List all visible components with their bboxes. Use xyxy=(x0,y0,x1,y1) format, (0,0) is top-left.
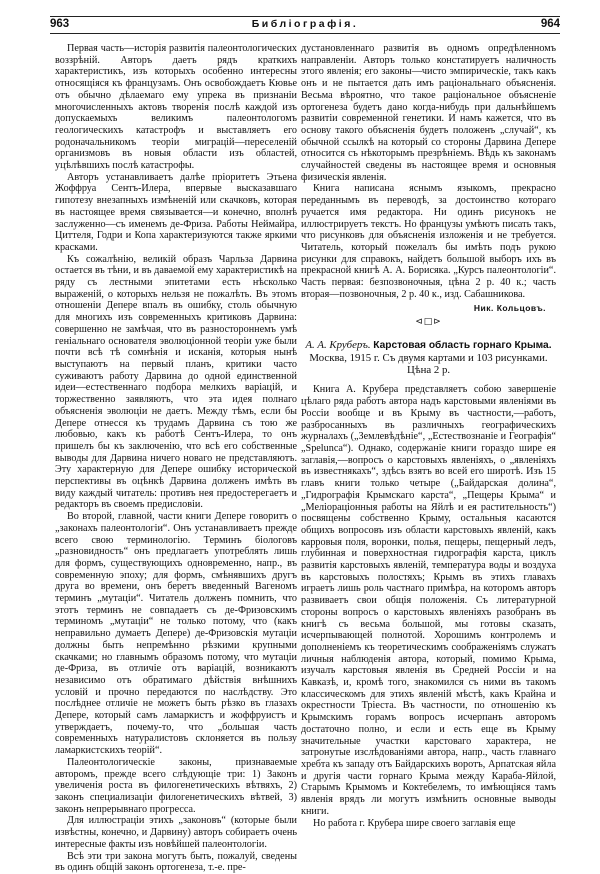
section-divider-ornament-icon: ⊲□⊳ xyxy=(415,317,442,328)
left-column xyxy=(55,43,297,874)
book-author: А. А. Круберъ. xyxy=(305,338,371,351)
paragraph: Книга написана яснымъ языкомъ, прекрасно переданнымъ въ переводѣ, за достоинство котораго ручается имя редактора. Ни одинъ рисунокъ не иллюстрируетъ текстъ. Но французы умѣютъ писать такъ, что рисунковъ для объясненія изложенія и не требуется. Читатель, который пожелалъ бы имѣть подъ рукою рисунки для справокъ, найдетъ большой выборъ ихъ въ прекрасной книгѣ А. А. Борисяка. „Курсъ палеонтологіи“. Часть первая: безпозвоночныя, цѣна 2 р. 40 к.; часть вторая—позвоночныя, 2 р. 40 к., изд. Сабашникова. xyxy=(301,183,556,300)
paragraph: Авторъ устанавливаетъ далѣе пріоритетъ Этьена Жоффруа Сентъ-Илера, впервые высказавшаго гипотезу внезапныхъ измѣненій или скачковъ, которая въ настоящее время связывается—и конечно, вполнѣ заслуженно—съ именемъ де-Фриза. Работы Неймайра, Циттеля, Годри и Копа характеризуются также яркими красками. xyxy=(55,171,297,253)
reviewer-signature: Ник. Кольцовъ. xyxy=(473,303,546,314)
paragraph: Палеонтологическіе законы, признаваемые авторомъ, прежде всего слѣдующіе три: 1) Законъ увеличенія роста въ филогенетическихъ вѣтвяхъ, 2) законъ специализаціи филогенетическихъ вѣтвей, 3) законъ непрерывнаго прогресса. xyxy=(55,756,297,815)
page-number-right: 964 xyxy=(540,18,560,30)
paragraph: Всѣ эти три закона могутъ быть, пожалуй, сведены въ одинъ общій законъ ортогенеза, т.-е. пре- xyxy=(55,850,297,874)
paragraph: Книга А. Крубера представляетъ собою завершеніе цѣлаго ряда работъ автора надъ карстовыми явленіями въ Россіи вообще и въ Крыму въ частности,—работъ, разбросанныхъ въ различныхъ географическихъ журналахъ („Землевѣдѣніе“, „Естествознаніе и Географія“ „Spelunca“). Однако, содержаніе книги гораздо шире ея заглавія,—вопросъ о карстовыхъ явленіяхъ, о „явленіяхъ въ известнякахъ“, здѣсь взятъ во всей его широтѣ. Изъ 15 главъ книги только четыре („Байдарская долина“, „Гидрографія Крымскаго карста“, „Пещеры Крыма“ и „Мелioраціонныя работы на Яйлѣ и ея растительность“) посвящены собственно Крыму, остальныя касаются общихъ вопросовъ изъ области карстовыхъ явленій, какъ карровыя поля, воронки, полья, пещеры, пещерный ледъ, глубинная и поверхностная гидрографія карста, циклъ развитія карстовыхъ явленій, температура воды и воздуха въ карстовыхъ полостяхъ; Крымъ въ этихъ главахъ играетъ лишь роль частнаго примѣра, на которомъ авторъ развиваетъ свои общія положенія. Съ литературной стороны вопросъ о карстовыхъ явленіяхъ разобранъ въ книгѣ съ весьма большой, мы готовы сказать, исчерпывающей полнотой. Хорошимъ контролемъ и дополненіемъ къ теоретическимъ соображеніямъ служатъ личныя наблюденія автора, который, помимо Крыма, изучалъ карстовыя явленія въ Средней Россіи и на Кавказѣ, и, кромѣ того, знакомился съ ними въ такомъ классическомъ для этихъ явленій мѣстѣ, какъ Крайна и окрестности Тріеста. Въ частности, по отношенію къ Крымскимъ горамъ вопросъ исчерпанъ авторомъ достаточно полно, и если и есть еще въ Крыму значительные участки карстоваго характера, не затронутые изслѣдованіями автора, напр., часть главнаго хребта къ западу отъ Байдарскихъ воротъ, Арпатская яйла и другія части горнаго Крыма между Караба-Яйлой, Старымъ Крымомъ и Коктебелемъ, то имѣющіяся тамъ явленія врядъ ли могутъ измѣнить основные выводы книги. xyxy=(301,384,556,817)
page-number-left: 963 xyxy=(50,18,70,30)
running-header xyxy=(50,18,560,32)
paragraph: Во второй, главной, части книги Депере говоритъ о „законахъ палеонтологіи“. Онъ устанавливаетъ прежде всего свою терминологію. Терминъ біологовъ „разновидность“ онъ предлагаетъ употреблять лишь для формъ, существующихъ одновременно, напр., въ современную эпоху; для формъ, смѣнявшихъ другъ друга во времени, онъ беретъ введенный Вагеномъ терминъ „мутаціи“. Читатель долженъ помнить, что этотъ терминъ не совпадаетъ съ де-Фризовскимъ терминомъ „мутаціи“ не только потому, что (какъ неправильно думаетъ Депере) де-Фризовскія мутаціи должны быть непремѣнно рѣзкими крупными скачками; но главнымъ образомъ потому, что мутаціи де-Фриза, въ отличіе отъ варіацій, возникаютъ независимо отъ обратимаго дѣйствія внѣшнихъ условій и прочно передаются по наслѣдству. Это послѣднее отличіе не можетъ быть рѣзко въ глазахъ Депере, который самъ ламаркистъ и жоффруистъ и утверждаетъ, почему-то, что „большая часть современныхъ натуралистовъ склоняется въ пользу ламаркистскихъ теорій“. xyxy=(55,511,297,757)
paragraph: Къ сожалѣнію, великій образъ Чарльза Дарвина остается въ тѣни, и въ даваемой ему характеристикѣ на ряду съ лестными эпитетами есть нѣсколько выраженій, о которыхъ нельзя не пожалѣть. Въ этомъ отношеніи Депере впалъ въ ошибку, столь обычную для многихъ изъ современныхъ критиковъ Дарвина: совершенно не замѣчая, что въ разностороннемъ умѣ геніальнаго основателя эволюціонной теоріи уже были почти всѣ тѣ сомнѣнія и исканія, которыя нынѣ выступаютъ на первый планъ, критики часто суживаютъ работу Дарвина до одной единственной идеи—естественнаго подбора мелкихъ варіацій, и торжественно заявляютъ, что эта идея полнаго объясненія эволюціи не даетъ. Между тѣмъ, если бы Депере отнесся къ трудамъ Дарвина съ тою же любовью, какъ къ работѣ Сентъ-Илера, то онъ пришелъ бы къ заключенію, что всѣ его собственные выводы для Дарвина ничего новаго не представляютъ. Эту характерную для Депере ошибку исторической перспективы въ оцѣнкѣ Дарвина долженъ имѣть въ виду каждый читатель: противъ нея предостерегаетъ и редакторъ въ своемъ предисловіи. xyxy=(55,253,297,511)
right-column xyxy=(301,43,556,829)
book-title: Карстовая область горнаго Крыма. xyxy=(373,339,552,351)
paragraph: Но работа г. Крубера шире своего заглавія еще xyxy=(313,817,516,829)
journal-page xyxy=(50,0,560,874)
paragraph: Для иллюстраціи этихъ „законовъ“ (которые были извѣстны, конечно, и Дарвину) авторъ собираетъ очень интересные факты изъ новѣйшей палеонтологіи. xyxy=(55,815,297,850)
section-title: Библіографія. xyxy=(251,18,359,30)
paragraph: Первая часть—исторія развитія палеонтологических воззрѣній. Авторъ даетъ рядъ краткихъ характеристикъ, изъ которыхъ особенно интересны относящіяся къ французамъ. Онъ освобождаетъ Кювье отъ обычно дѣлаемаго ему упрека въ признаніи многочисленныхъ актовъ творенія послѣ каждой изъ допускаемыхъ великимъ палеонтологомъ геологическихъ катастрофъ и выставляетъ его родоначальникомъ теоріи миграцій—переселеній организмовъ въ новыя области изъ областей, уцѣлѣвшихъ послѣ катастрофы. xyxy=(55,43,297,172)
paragraph: дустановленнаго развитія въ одномъ опредѣленномъ направленіи. Авторъ только констатируетъ наличность этого явленія; его законы—чисто эмпирическіе, такъ какъ онъ и не пытается дать имъ раціональнаго объясненія. Весьма вѣроятно, что такое раціональное объясненіе ортогенеза будетъ дано когда-нибудь при дальнѣйшемъ развитіи современной генетики. И намъ кажется, что въ основу такого объясненія будетъ положенъ „случай“, къ обычной ссылкѣ на который со стороны Дарвина Депере относится съ нѣкоторымъ презрѣніемъ. Вѣдь къ законамъ случайностей сведены въ настоящее время и основныя физическія явленія. xyxy=(301,43,556,183)
header-rule-bottom xyxy=(50,33,560,34)
review-heading xyxy=(301,339,556,377)
header-rule-top xyxy=(50,16,560,17)
book-details: Москва, 1915 г. Съ двумя картами и 103 рисунками. Цѣна 2 р. xyxy=(309,352,548,377)
